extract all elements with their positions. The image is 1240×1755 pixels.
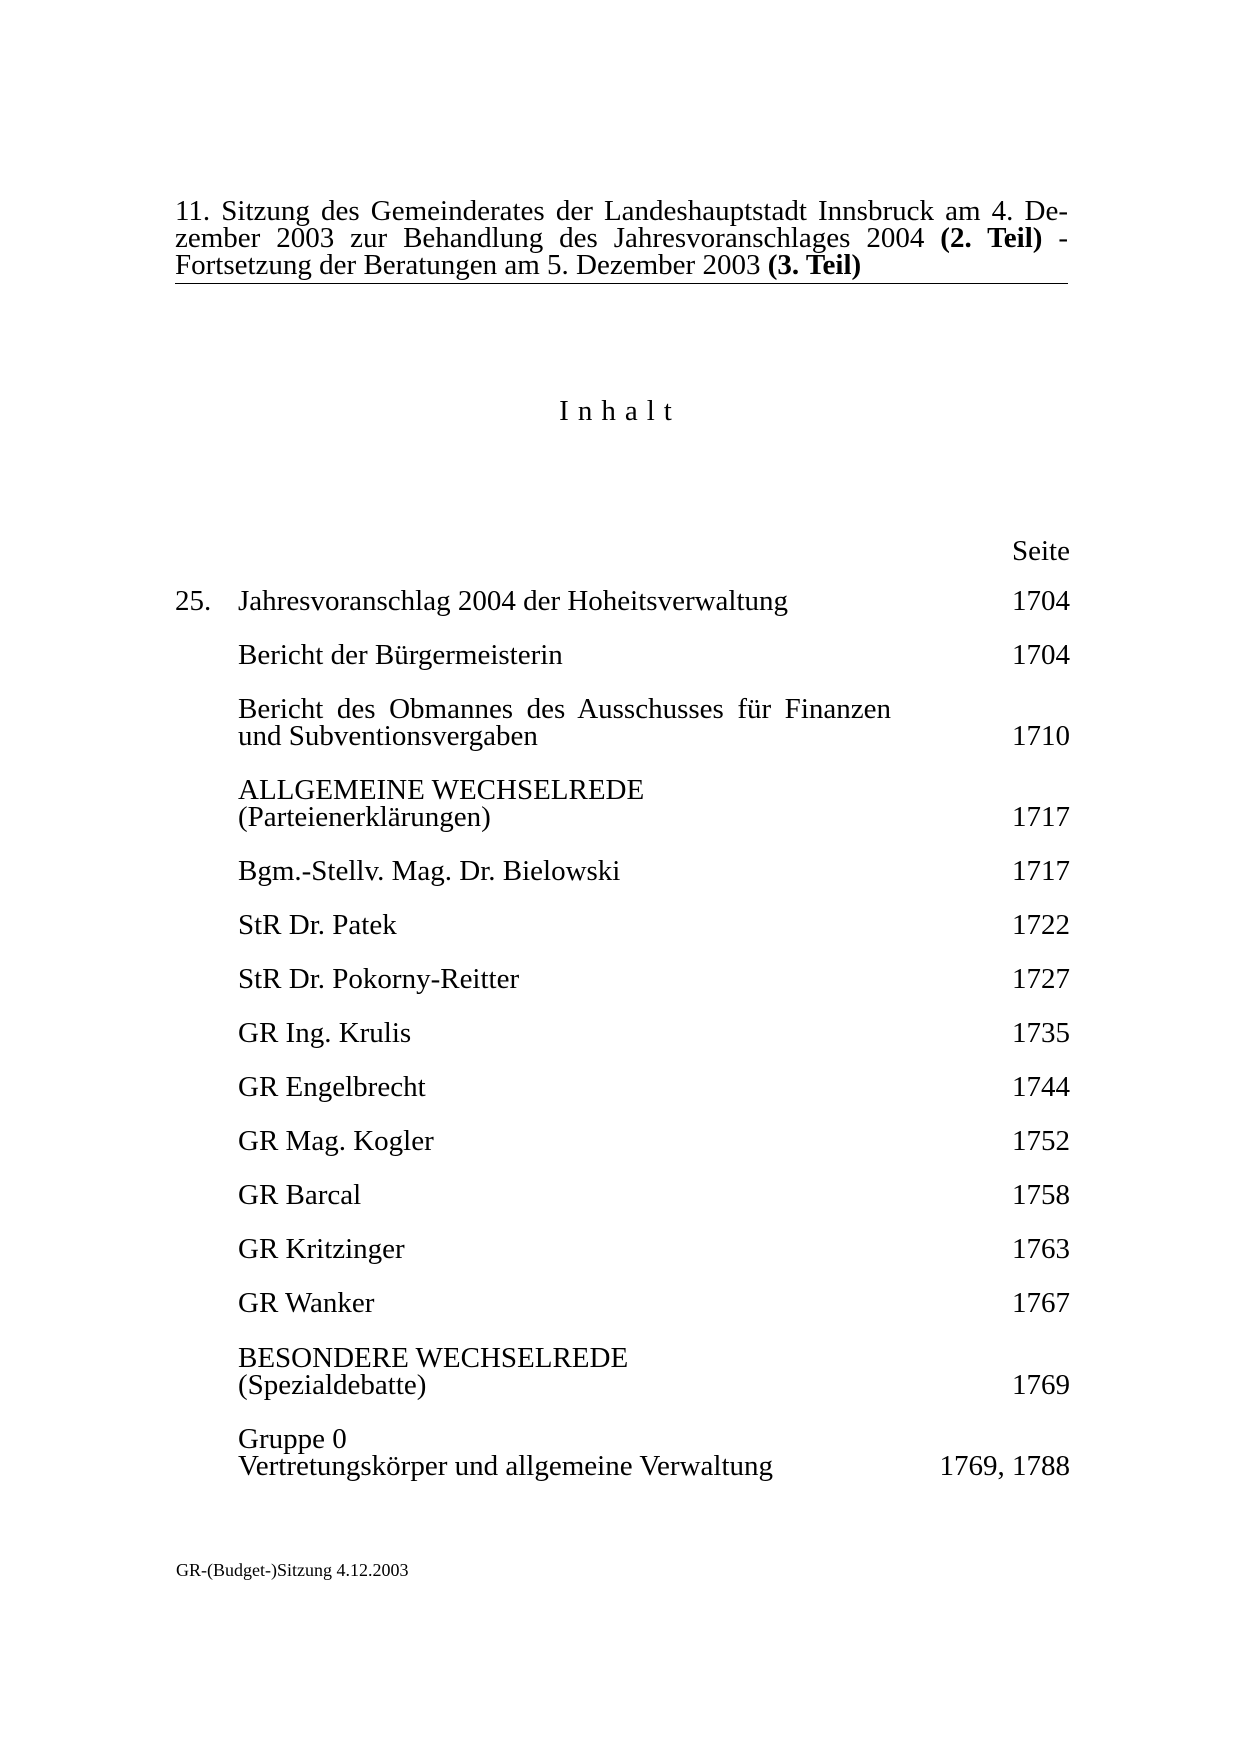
entry-page: 1722 [1012,909,1070,941]
header-line-1: 11. Sitzung des Gemeinderates der Landeshauptstadt Innsbruck am 4. De- [175,195,1068,227]
entry-title-line: Vertretungskörper und allgemeine Verwaltung [238,1450,773,1482]
entry-title-line: GR Engelbrecht [238,1071,426,1103]
entry-page: 1717 [1012,801,1070,833]
entry-title-line: und Subventionsvergaben [238,720,538,752]
entry-page: 1752 [1012,1125,1070,1157]
entry-title-line: StR Dr. Pokorny-Reitter [238,963,520,995]
page-column-label: Seite [1012,535,1070,567]
entry-title [238,1125,434,1157]
entry-number: 25. [175,585,212,617]
entry-page: 1704 [1012,639,1070,671]
entry-title [238,585,789,617]
entry-title-line: (Parteienerklärungen) [238,801,491,833]
entry-title-line: BESONDERE WECHSELREDE [238,1342,629,1374]
header-part-2-label: (2. Teil) [940,222,1043,254]
entry-title-line: GR Kritzinger [238,1233,405,1265]
header-line-2-text: zember 2003 zur Behandlung des Jahresvoranschlages 2004 [175,222,941,254]
entry-title-line: GR Mag. Kogler [238,1125,434,1157]
entry-title-line: GR Wanker [238,1287,375,1319]
entry-title-line: StR Dr. Patek [238,909,397,941]
toc-title: Inhalt [559,395,681,427]
entry-page: 1744 [1012,1071,1070,1103]
entry-page: 1735 [1012,1017,1070,1049]
entry-page: 1758 [1012,1179,1070,1211]
document-header [175,195,1068,284]
entry-page: 1769 [1012,1369,1070,1401]
entry-page: 1769, 1788 [939,1450,1070,1482]
entry-title-line: Bgm.-Stellv. Mag. Dr. Bielowski [238,855,621,887]
entry-title [238,693,1065,752]
entry-title-line: Gruppe 0 [238,1423,347,1455]
entry-title-line: GR Ing. Krulis [238,1017,412,1049]
entry-title [238,909,397,941]
entry-page: 1767 [1012,1287,1070,1319]
entry-title [238,639,563,671]
entry-title [238,855,621,887]
entry-title-line: Jahresvoranschlag 2004 der Hoheitsverwaltung [238,585,789,617]
entry-title-line: (Spezialdebatte) [238,1369,427,1401]
entry-page: 1763 [1012,1233,1070,1265]
entry-title [238,1423,773,1482]
entry-title [238,963,520,995]
entry-title-line: Bericht der Bürgermeisterin [238,639,563,671]
entry-title [238,774,645,833]
header-line-3-text: Fortsetzung der Beratungen am 5. Dezember 2003 [175,249,768,281]
entry-title [238,1342,629,1401]
entry-title [238,1017,412,1049]
entry-title-line: GR Barcal [238,1179,362,1211]
header-line-2 [175,222,1068,254]
entry-title-line: ALLGEMEINE WECHSELREDE [238,774,645,806]
header-line-3 [175,249,1068,281]
entry-page: 1727 [1012,963,1070,995]
entry-page: 1704 [1012,585,1070,617]
header-line-2-dash: - [1042,222,1068,254]
entry-title-line: Bericht des Obmannes des Ausschusses für Finanzen [238,693,891,725]
entry-page: 1710 [1012,720,1070,752]
page-footer: GR-(Budget-)Sitzung 4.12.2003 [176,1560,409,1580]
entry-title [238,1179,362,1211]
entry-title [238,1287,375,1319]
entry-title [238,1233,405,1265]
entry-page: 1717 [1012,855,1070,887]
header-part-3-label: (3. Teil) [767,249,862,281]
entry-title [238,1071,426,1103]
